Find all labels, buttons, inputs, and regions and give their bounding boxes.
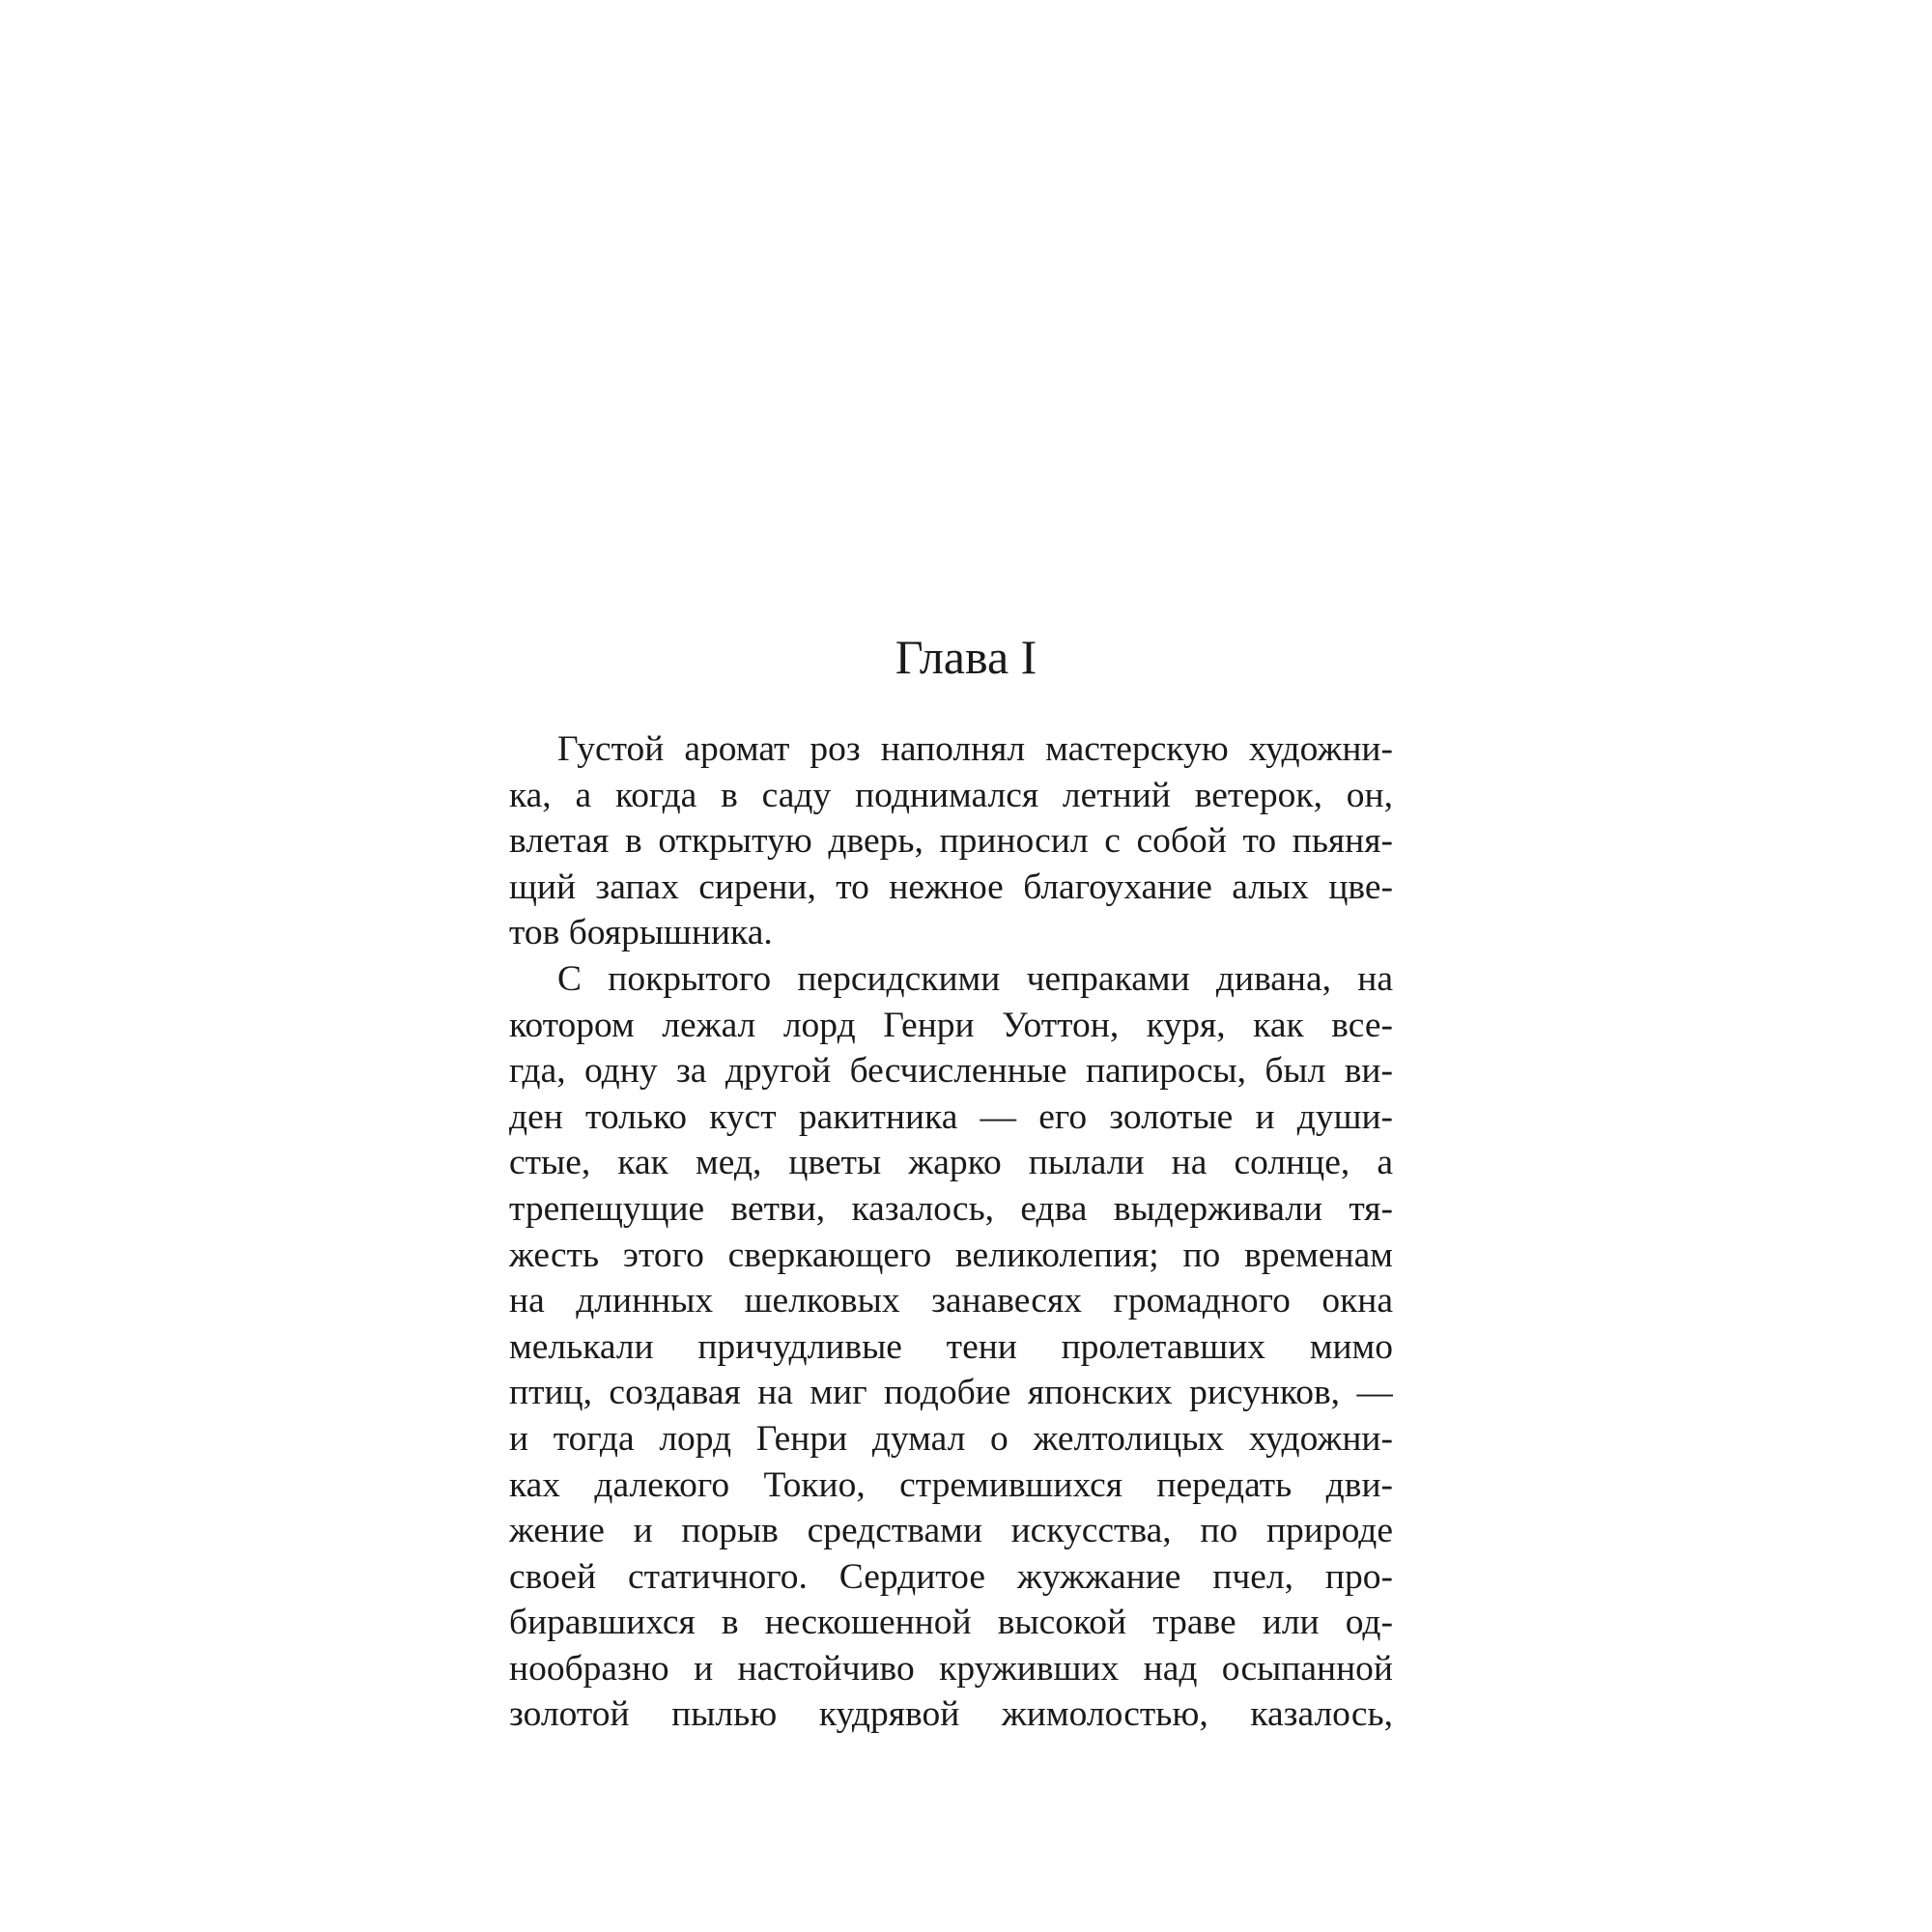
text-line: и тогда лорд Генри думал о желтолицых художни- — [509, 1418, 1393, 1459]
text-line: на длинных шелковых занавесях громадного окна — [509, 1281, 1393, 1321]
chapter-title: Глава I — [895, 630, 1037, 684]
text-line: С покрытого персидскими чепраками дивана, на — [557, 958, 1393, 999]
text-line: ден только куст ракитника — его золотые и души- — [509, 1096, 1393, 1137]
text-line: жение и порыв средствами искусства, по природе — [509, 1511, 1393, 1551]
text-line: стые, как мед, цветы жарко пылали на солнце, а — [509, 1143, 1393, 1183]
paragraph — [509, 726, 1393, 956]
text-line: тов боярышника. — [509, 913, 773, 953]
chapter-text — [509, 726, 1393, 1738]
text-line: ках далекого Токио, стремившихся передать дви- — [509, 1464, 1393, 1505]
text-line: нообразно и настойчиво круживших над осыпанной — [509, 1648, 1393, 1689]
text-line: ка, а когда в саду поднимался летний ветерок, он, — [509, 775, 1393, 815]
text-line: трепещущие ветви, казалось, едва выдерживали тя- — [509, 1188, 1393, 1229]
text-line: биравшихся в нескошенной высокой траве или од- — [509, 1603, 1393, 1643]
text-line: влетая в открытую дверь, приносил с собой то пьяня- — [509, 821, 1393, 862]
text-line: мелькали причудливые тени пролетавших мимо — [509, 1326, 1393, 1367]
text-line: щий запах сирени, то нежное благоухание алых цве- — [509, 867, 1393, 907]
text-line: Густой аромат роз наполнял мастерскую художни- — [557, 729, 1393, 769]
text-line: золотой пылью кудрявой жимолостью, казалось, — [509, 1694, 1393, 1735]
text-line: своей статичного. Сердитое жужжание пчел, про- — [509, 1556, 1393, 1597]
text-line: птиц, создавая на миг подобие японских рисунков, — — [509, 1373, 1393, 1413]
text-line: котором лежал лорд Генри Уоттон, куря, как все- — [509, 1005, 1393, 1045]
text-line: гда, одну за другой бесчисленные папиросы, был ви- — [509, 1051, 1393, 1092]
text-line: жесть этого сверкающего великолепия; по временам — [509, 1235, 1393, 1275]
paragraph — [509, 956, 1393, 1738]
